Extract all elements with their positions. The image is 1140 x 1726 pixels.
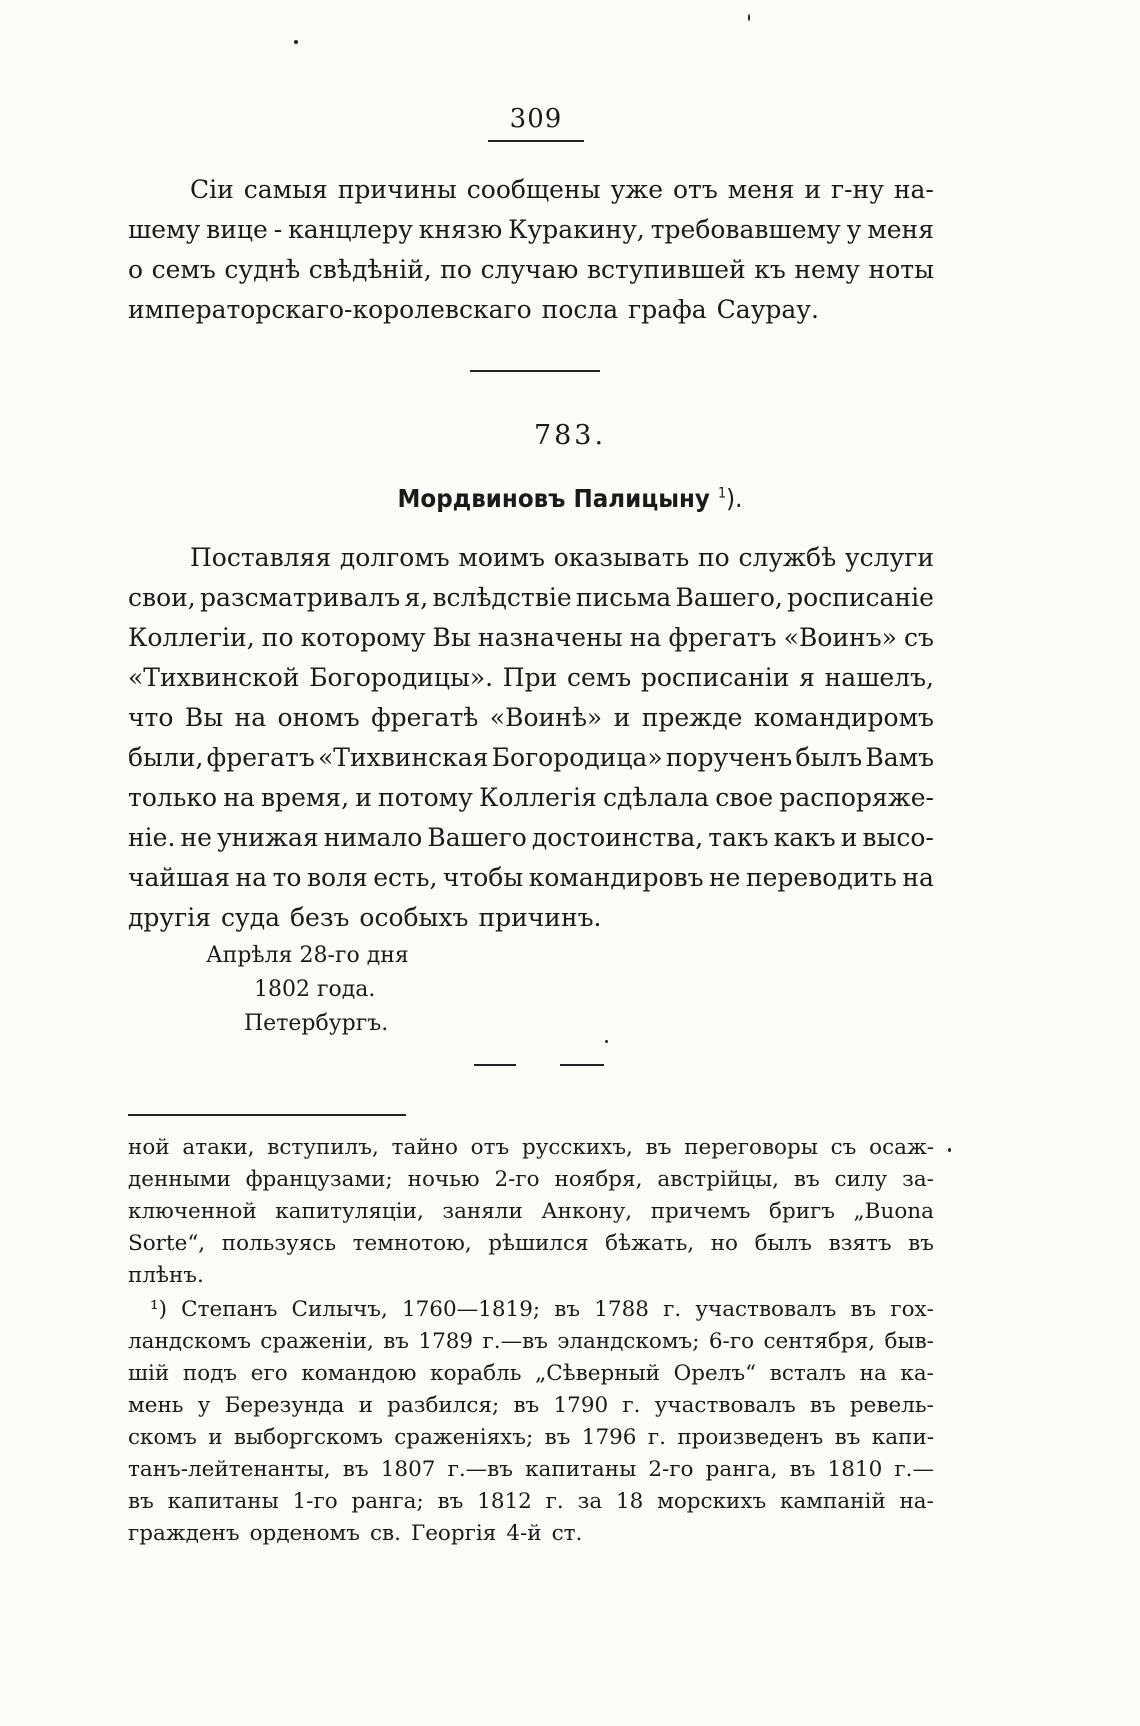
footnote-continuation-line: Sorte“, пользуясь темнотою, рѣшился бѣжать, но былъ взятъ въ	[128, 1231, 934, 1256]
footnote-1-line: танъ-лейтенанты, въ 1807 г.—въ капитаны 2-го ранга, въ 1810 г.—	[128, 1457, 934, 1482]
footnote-1-line: ландскомъ сраженіи, въ 1789 г.—въ эландскомъ; 6-го сентября, быв-	[128, 1329, 934, 1354]
letter-body	[128, 538, 934, 938]
page-number: 309	[488, 104, 584, 142]
footnote-continuation-line: ной атаки, вступилъ, тайно отъ русскихъ, въ переговоры съ осаж-	[128, 1135, 934, 1160]
opening-line: императорскаго-королевскаго посла графа Саурау.	[128, 295, 819, 324]
letter-line: Коллегіи, по которому Вы назначены на фрегатъ «Воинъ» съ	[128, 623, 934, 652]
footnote-1-line: мень у Березунда и разбился; въ 1790 г. участвовалъ въ ревель-	[128, 1393, 934, 1418]
scan-speck	[948, 1148, 951, 1152]
document-title	[46, 484, 1095, 513]
footnote-1-line: шій подъ его командою корабль „Сѣверный Орелъ“ всталъ на ка-	[128, 1361, 934, 1386]
footnote-1-line: ¹) Степанъ Силычъ, 1760—1819; въ 1788 г. участвовалъ въ гох-	[150, 1297, 934, 1322]
signoff-place: Петербургъ.	[244, 1011, 389, 1036]
section-divider	[470, 370, 600, 372]
footnote-1-line: въ капитаны 1-го ранга; въ 1812 г. за 18 морскихъ кампаній на-	[128, 1489, 934, 1514]
footnote-continuation-line: плѣнъ.	[128, 1263, 204, 1288]
scan-speck	[605, 1040, 608, 1043]
footnote-1	[128, 1294, 934, 1550]
letter-line: ніе. не унижая нимало Вашего достоинства, такъ какъ и высо-	[128, 823, 934, 852]
letter-line: Поставляя долгомъ моимъ оказывать по службѣ услуги	[190, 543, 934, 572]
footnote-continuation-line: ключенной капитуляціи, заняли Анкону, причемъ бригъ „Buona	[128, 1199, 934, 1224]
document-number: 783.	[533, 420, 607, 451]
letter-line: «Тихвинской Богородицы». При семъ росписаніи я нашелъ,	[128, 663, 934, 692]
opening-line: Сіи самыя причины сообщены уже отъ меня и г-ну на-	[190, 175, 934, 204]
scan-speck	[748, 14, 750, 21]
footnote-continuation-line: денными французами; ночью 2-го ноября, австрійцы, въ силу за-	[128, 1167, 934, 1192]
signoff-year: 1802 года.	[254, 977, 376, 1002]
footnote-marker: 1	[717, 485, 727, 502]
letter-line: были, фрегатъ «Тихвинская Богородица» порученъ былъ Вамъ	[128, 743, 934, 772]
opening-paragraph	[128, 170, 934, 330]
opening-line: о семъ суднѣ свѣдѣній, по случаю вступившей къ нему ноты	[128, 255, 934, 284]
end-divider-left	[474, 1064, 516, 1066]
letter-line: только на время, и потому Коллегія сдѣлала свое распоряже-	[128, 783, 934, 812]
title-suffix: ).	[726, 484, 743, 513]
letter-line: что Вы на ономъ фрегатѣ «Воинѣ» и прежде командиромъ	[128, 703, 934, 732]
document-title-text: Мордвиновъ Палицыну	[397, 484, 710, 513]
signoff-date: Апрѣля 28-го дня	[206, 943, 409, 968]
scan-speck	[294, 40, 298, 44]
letter-line: другія суда безъ особыхъ причинъ.	[128, 903, 602, 932]
footnotes	[128, 1132, 934, 1550]
footnote-separator	[128, 1114, 406, 1116]
letter-line: чайшая на то воля есть, чтобы командировъ не переводить на	[128, 863, 934, 892]
letter-line: свои, разсматривалъ я, вслѣдствіе письма Вашего, росписаніе	[128, 583, 934, 612]
footnote-1-line: гражденъ орденомъ св. Георгія 4-й ст.	[128, 1521, 583, 1546]
opening-line: шему вице - канцлеру князю Куракину, требовавшему у меня	[128, 215, 934, 244]
footnote-1-line: скомъ и выборгскомъ сраженіяхъ; въ 1796 г. произведенъ въ капи-	[128, 1425, 934, 1450]
end-divider-right	[560, 1064, 604, 1066]
